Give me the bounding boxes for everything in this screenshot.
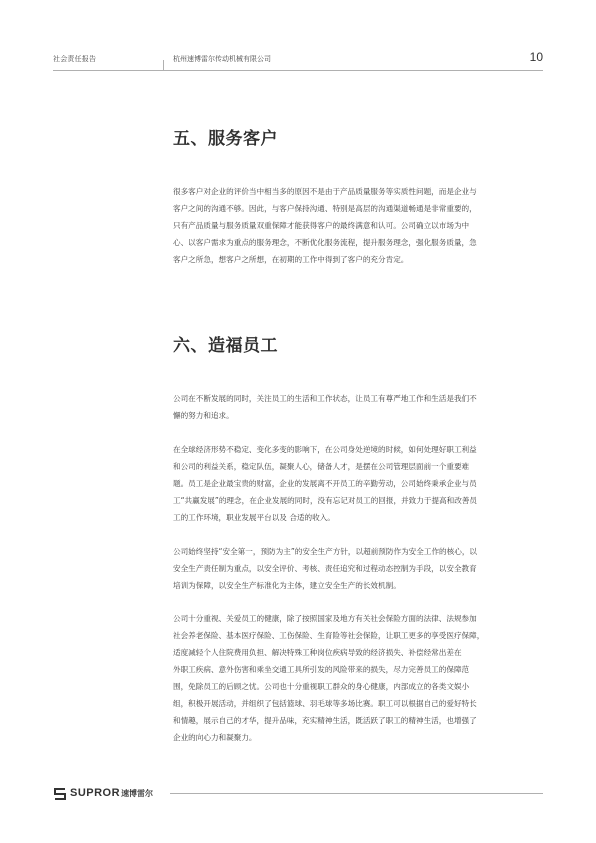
paragraph: 公司十分重视、关爱员工的健康，除了按照国家及地方有关社会保险方面的法律、法规参加 社会养老保险、基本医疗保险、工伤保险、生育险等社会保险，让职工更多的享受医疗保障， 适度减轻个人住院费用负担、解决特殊工种岗位疾病导致的经济损失、补偿经常出差在 外职工疾病、意外伤害和乘坐交通工具所引发的风险带来的损失，尽力完善员工的保障范 围，免除员工的后顾之忧。公司也十分重视职工群众的身心健康，内部成立的各类文娱小 组，积极开展活动，并组织了包括篮球、羽毛球等多场比赛。职工可以根据自己的爱好特长 和情趣，展示自己的才华，提升品味，充实精神生活，既活跃了职工的精神生活，也增强了 企业的向心力和凝聚力。 (173, 614, 485, 742)
supror-logo-icon (53, 786, 67, 800)
footer-logo (53, 785, 153, 801)
logo-text: SUPROR (70, 787, 121, 799)
paragraph: 公司在不断发展的同时，关注员工的生活和工作状态，让员工有尊严地工作和生活是我们不 懈的努力和追求。 (173, 394, 477, 420)
header-divider-tick (163, 60, 164, 70)
header-rule (53, 70, 543, 71)
company-name: 杭州速博雷尔传动机械有限公司 (173, 55, 271, 63)
page-number: 10 (529, 50, 543, 64)
paragraph: 在全球经济形势不稳定、变化多变的影响下，在公司身处逆境的时候，如何处理好职工利益 和公司的利益关系，稳定队伍，凝聚人心，储备人才，是摆在公司管理层面前一个重要难 题。员工是企业最宝贵的财富，企业的发展离不开员工的辛勤劳动，公司始终秉承企业与员 工“共赢发展”的理念，在企业发展的同时，没有忘记对员工的回报，并致力于提高和改善员 工的工作环境，职业发展平台以及 合适的收入。 (173, 445, 478, 522)
report-name: 社会责任报告 (53, 55, 97, 63)
paragraph: 公司始终坚持“安全第一，预防为主”的安全生产方针，以超前预防作为安全工作的核心，以 安全生产责任制为重点，以安全评价、考核、责任追究和过程动态控制为手段，以安全教育 培训为保障，以安全生产标准化为主体，建立安全生产的长效机制。 (173, 547, 478, 590)
section-title-employees: 六、造福员工 (173, 336, 278, 356)
logo-cn: 速博雷尔 (121, 788, 154, 798)
paragraph: 很多客户对企业的评价当中相当多的原因不是由于产品质量服务等实质性问题，而是企业与 客户之间的沟通不够。因此，与客户保持沟通、特别是高层的沟通渠道畅通是非常重要的， 只有产品质量与服务质量双重保障才能获得客户的最终满意和认可。公司确立以市场为中 心、以客户需求为重点的服务理念，不断优化服务流程，提升服务理念，强化服务质量，急 客户之所急，想客户之所想，在初期的工作中得到了客户的充分肯定。 (173, 187, 477, 264)
section-title-service: 五、服务客户 (173, 129, 278, 149)
footer-rule (170, 793, 543, 794)
